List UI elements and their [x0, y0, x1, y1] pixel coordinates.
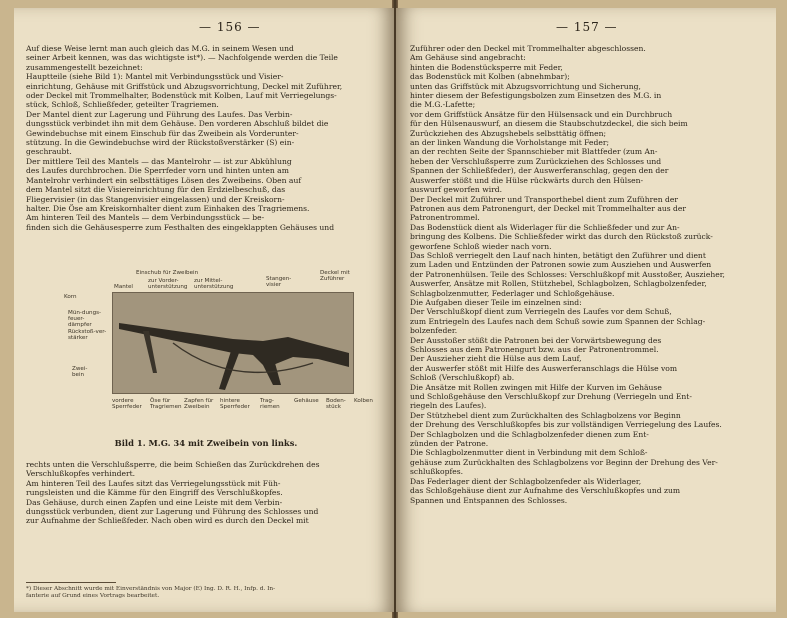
text-line: rechts unten die Verschlußsperre, die beim Schießen das Zurückdrehen des: [26, 460, 320, 469]
text-line: oder Deckel mit Trommelhalter, Bodenstück mit Kolben, Lauf mit Verriegelungs-: [26, 91, 337, 101]
text-line: zusammengestellt bezeichnet:: [26, 62, 143, 72]
page-number-left: — 156 —: [199, 20, 261, 34]
text-line: Der mittlere Teil des Mantels — das Mantelrohr — ist zur Abkühlung: [26, 156, 292, 166]
text-line: zum Entriegeln des Laufes nach dem Schuß sowie zum Spannen der Schlag-: [410, 316, 706, 326]
text-line: und Schloßgehäuse den Verschlußkopf zur Drehung (Verriegeln und Ent-: [410, 392, 692, 402]
right-page: [396, 8, 776, 612]
label-deckel: Deckel mit Zuführer: [320, 270, 350, 283]
text-line: Schlagbolzenmutter, Federlager und Schloßgehäuse.: [410, 288, 615, 298]
text-line: dungsstück verbindet ihn mit dem Gehäuse. Den vorderen Abschluß bildet die: [26, 119, 329, 129]
text-line: Das Bodenstück dient als Widerlager für die Schließfeder und zur An-: [410, 222, 680, 232]
figure-mg34: [28, 270, 384, 428]
figure-caption: Bild 1. M.G. 34 mit Zweibein von links.: [114, 438, 298, 448]
text-line: zur Aufnahme der Schließfeder. Nach oben wird es durch den Deckel mit: [26, 516, 309, 526]
text-line: die M.G.-Lafette;: [410, 100, 476, 110]
label-vorderunterstuetzung: zur Vorder-unterstützung: [148, 278, 188, 291]
left-top-text: [26, 44, 388, 232]
machine-gun-illustration: [113, 293, 353, 393]
text-line: einrichtung, Gehäuse mit Griffstück und Abzugsvorrichtung, Deckel mit Zuführer,: [26, 81, 343, 91]
text-line: zünden der Patrone.: [410, 439, 489, 449]
text-line: hinter diesem der Befestigungsbolzen zum Einsetzen des M.G. in: [410, 91, 662, 101]
text-line: Das Federlager dient der Schlagbolzenfeder als Widerlager,: [410, 476, 642, 486]
text-line: Das Schloß verriegelt den Lauf nach hinten, betätigt den Zuführer und dient: [410, 250, 706, 260]
footnote-rule: [26, 582, 116, 583]
label-gehaeuse: Gehäuse: [294, 398, 319, 404]
label-stangenvisier: Stangen-visier: [266, 276, 292, 289]
text-line: Auswerfer, Ansätze mit Rollen, Stützhebel, Schlagbolzen, Schlagbolzenfeder,: [410, 279, 707, 289]
text-line: bringung des Kolbens. Die Schließfeder wirkt das durch den Rückstoß zurück-: [410, 232, 713, 242]
footnote: *) Dieser Abschnitt wurde mit Einverständnis von Major (E) Ing. D. R. H., Infp. d. In- fanterie auf Grund eines Vortrags bearbeitet.: [26, 586, 276, 599]
text-line: der Patronenhülsen. Teile des Schlosses: Verschlußkopf mit Ausstoßer, Auszieher,: [410, 269, 725, 279]
label-einschub: Einschub für Zweibein: [136, 270, 199, 276]
left-page: [14, 8, 394, 612]
text-line: vor dem Griffstück Ansätze für den Hülsensack und ein Durchbruch: [410, 109, 673, 119]
text-line: riegeln des Laufes).: [410, 401, 487, 411]
text-line: bolzenfeder.: [410, 326, 458, 336]
right-text: [410, 44, 770, 505]
text-line: stützung. In die Gewindebuchse wird der Rückstoßverstärker (S) ein-: [26, 138, 295, 148]
text-line: das Bodenstück mit Kolben (abnehmbar);: [410, 72, 570, 82]
text-line: Der Deckel mit Zuführer und Transporthebel dient zum Zuführen der: [410, 194, 679, 204]
text-line: Der Mantel dient zur Lagerung und Führung des Laufes. Das Verbin-: [26, 109, 293, 119]
text-line: dungsstück verbunden, dient zur Lagerung und Führung des Schlosses und: [26, 507, 319, 517]
text-line: Am hinteren Teil des Mantels — dem Verbindungsstück — be-: [26, 213, 265, 223]
text-line: Das Gehäuse, durch einen Zapfen und eine Leiste mit dem Verbin-: [26, 497, 283, 507]
text-line: Der Ausstoßer stößt die Patronen bei der Vorwärtsbewegung des: [410, 335, 662, 345]
text-line: heben der Verschlußsperre zum Zurückziehen des Schlosses und: [410, 156, 662, 166]
text-line: dem Mantel sitzt die Visiereinrichtung für den Erdzielbeschuß, das: [26, 185, 286, 195]
label-tragriemen: Trag-riemen: [260, 398, 280, 411]
text-line: an der linken Wandung die Vorholstange mit Feder;: [410, 138, 610, 148]
text-line: Spannen und Entspannen des Schlosses.: [410, 495, 568, 505]
text-line: hinten die Bodenstücksperre mit Feder,: [410, 62, 563, 72]
text-line: Gewindebuchse mit einem Einschub für das Zweibein als Vorderunter-: [26, 128, 299, 138]
text-line: auswurf geworfen wird.: [410, 185, 503, 195]
text-line: Zuführer oder den Deckel mit Trommelhalter abgeschlossen.: [410, 44, 646, 53]
text-line: der Auswerfer stößt mit Hilfe des Auswerferanschlags die Hülse vom: [410, 363, 678, 373]
text-line: Zurückziehen des Abzugshebels selbsttätig öffnen;: [410, 128, 607, 138]
text-line: des Laufes durchbrochen. Die Sperrfeder vorn und hinten unten am: [26, 166, 289, 176]
text-line: Am hinteren Teil des Laufes sitzt das Verriegelungsstück mit Füh-: [26, 478, 281, 488]
text-line: Der Verschlußkopf dient zum Verriegeln des Laufes vor dem Schuß,: [410, 307, 672, 317]
text-line: rungsleisten und die Kämme für den Eingriff des Verschlußkopfes.: [26, 488, 283, 498]
text-line: Fliegervisier (in das Stangenvisier eingelassen) und der Kreiskorn-: [26, 194, 285, 204]
text-line: Patronentrommel.: [410, 213, 480, 223]
text-line: Schlosses aus dem Patronengurt bzw. aus der Patronentrommel.: [410, 345, 659, 354]
text-line: Auf diese Weise lernt man auch gleich das M.G. in seinem Wesen und: [26, 44, 294, 53]
text-line: gehäuse zum Zurückhalten des Schlagbolzens vor Beginn der Drehung des Ver-: [410, 457, 718, 467]
text-line: geschraubt.: [26, 147, 72, 157]
text-line: Am Gehäuse sind angebracht:: [410, 53, 526, 63]
text-line: Verschlußkopfes verhindert.: [26, 469, 136, 479]
text-line: Die Aufgaben dieser Teile im einzelnen sind:: [410, 297, 582, 307]
page-number-right: — 157 —: [556, 20, 618, 34]
label-mantel: Mantel: [114, 284, 133, 290]
machine-gun-photo: [112, 292, 354, 394]
text-line: Die Ansätze mit Rollen zwingen mit Hilfe der Kurven im Gehäuse: [410, 382, 662, 392]
text-line: Der Schlagbolzen und die Schlagbolzenfeder dienen zum Ent-: [410, 429, 649, 439]
text-line: seiner Arbeit kennen, was das wichtigste ist*). — Nachfolgende werden die Teile: [26, 53, 338, 63]
label-korn: Korn: [64, 294, 77, 300]
label-oese: Öse für Tragriemen: [150, 398, 182, 411]
label-zweibein: Zwei-bein: [72, 366, 88, 379]
text-line: Auswerfer stößt und die Hülse rückwärts durch den Hülsen-: [410, 175, 644, 185]
label-zapfen: Zapfen für Zweibein: [184, 398, 214, 411]
label-bodenstueck: Boden-stück: [326, 398, 346, 411]
text-line: Schloß (Verschlußkopf) ab.: [410, 373, 515, 383]
text-line: Der Stützhebel dient zum Zurückhalten des Schlagbolzens vor Beginn: [410, 410, 681, 420]
text-line: an der rechten Seite der Spannschieber mit Blattfeder (zum An-: [410, 147, 658, 157]
text-line: Hauptteile (siehe Bild 1): Mantel mit Verbindungsstück und Visier-: [26, 72, 284, 82]
label-muendungsfeuerdaempfer: Mün-dungs-feuer-dämpfer Rückstoß-ver-stärker: [68, 310, 107, 341]
text-line: finden sich die Gehäusesperre zum Festhalten des eingeklappten Gehäuses und: [26, 222, 335, 232]
text-line: Der Auszieher zieht die Hülse aus dem Lauf,: [410, 354, 582, 364]
text-line: das Schloßgehäuse dient zur Aufnahme des Verschlußkopfes und zum: [410, 486, 681, 496]
left-bottom-text: [26, 460, 388, 526]
text-line: stück, Schloß, Schließfeder, geteilter Tragriemen.: [26, 100, 219, 110]
label-kolben: Kolben: [354, 398, 373, 404]
text-line: geworfene Schloß wieder nach vorn.: [410, 241, 552, 251]
label-vordere-sperrfeder: vordere Sperrfeder: [112, 398, 142, 411]
label-mittelunterstuetzung: zur Mittel-unterstützung: [194, 278, 234, 291]
text-line: für den Hülsenauswurf, an diesem die Staubschutzdeckel, die sich beim: [410, 119, 688, 129]
text-line: Spannen der Schließfeder), der Auswerferanschlag, gegen den der: [410, 166, 669, 176]
text-line: Die Schlagbolzenmutter dient in Verbindung mit dem Schloß-: [410, 448, 648, 458]
text-line: unten das Griffstück mit Abzugsvorrichtung und Sicherung,: [410, 81, 641, 91]
text-line: halter. Die Öse am Kreiskornhalter dient zum Einhaken des Tragriemens.: [26, 203, 310, 213]
text-line: Patronen aus dem Patronengurt, der Deckel mit Trommelhalter aus der: [410, 203, 687, 213]
label-hintere-sperrfeder: hintere Sperrfeder: [220, 398, 250, 411]
text-line: Mantelrohr verhindert ein selbsttätiges Lösen des Zweibeins. Oben auf: [26, 175, 302, 185]
text-line: der Drehung des Verschlußkopfes bis zur vollständigen Verriegelung des Laufes.: [410, 420, 722, 430]
text-line: zum Laden und Entzünden der Patronen sowie zum Ausziehen und Auswerfen: [410, 260, 712, 270]
text-line: schlußkopfes.: [410, 467, 464, 477]
